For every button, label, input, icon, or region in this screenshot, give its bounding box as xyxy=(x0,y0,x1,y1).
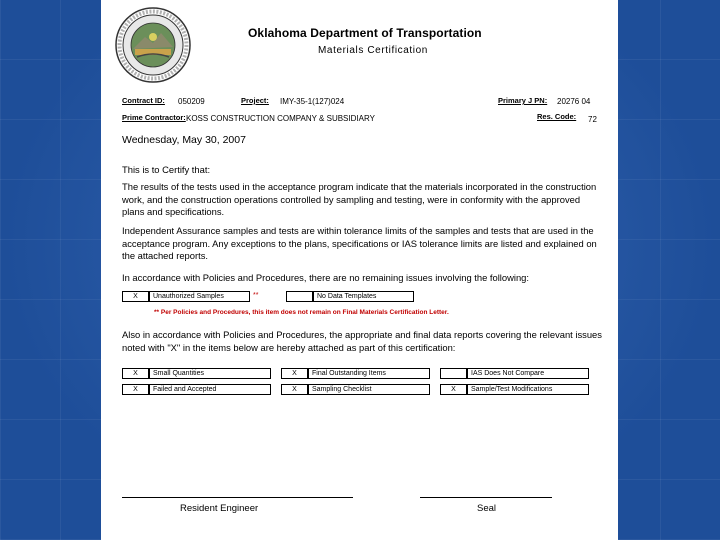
seal-signature-line xyxy=(420,497,552,498)
certification-date: Wednesday, May 30, 2007 xyxy=(122,134,246,146)
report-label: Sampling Checklist xyxy=(308,384,430,395)
checkbox-mark: X xyxy=(122,368,149,379)
engineer-signature-line xyxy=(122,497,353,498)
prime-contractor-label: Prime Contractor: xyxy=(122,113,186,122)
issue-label: Unauthorized Samples xyxy=(149,291,250,302)
checkbox-mark: X xyxy=(122,384,149,395)
contract-id-value: 050209 xyxy=(178,97,205,106)
checkbox-mark: X xyxy=(281,368,308,379)
checkbox-mark xyxy=(286,291,313,302)
resident-engineer-label: Resident Engineer xyxy=(180,503,259,514)
checkbox-mark: X xyxy=(281,384,308,395)
odot-seal-logo xyxy=(115,7,191,83)
primary-jpn-value: 20276 04 xyxy=(557,97,591,106)
reports-table-row-1 xyxy=(122,368,589,379)
paragraph-independent-assurance: Independent Assurance samples and tests are within tolerance limits of the samples and tests that are used in the acceptance program. Any exceptions to the plans, specifications or IAS tolerance limits are listed and explained on the attached reports. xyxy=(122,225,597,261)
document-subtitle: Materials Certification xyxy=(318,45,428,56)
certify-heading: This is to Certify that: xyxy=(122,164,211,175)
paragraph-attached-reports: Also in accordance with Policies and Procedures, the appropriate and final data reports covering the relevant issues noted with "X" in the items below are hereby attached as part of this certification: xyxy=(122,329,602,353)
report-label: Small Quantities xyxy=(149,368,271,379)
report-label: Failed and Accepted xyxy=(149,384,271,395)
seal-label: Seal xyxy=(477,503,497,514)
issues-table xyxy=(122,291,414,302)
reports-table-row-2 xyxy=(122,384,589,395)
project-label: Project: xyxy=(241,96,269,105)
issue-footnote-marker: ** xyxy=(253,292,259,299)
res-code-value: 72 xyxy=(588,115,597,124)
checkbox-mark: X xyxy=(122,291,149,302)
report-label: Sample/Test Modifications xyxy=(467,384,589,395)
paragraph-acceptance: The results of the tests used in the acceptance program indicate that the materials incorporated in the construction work, and the construction operations controlled by sampling and testing, were in conformity with the approved plans and specifications. xyxy=(122,181,597,217)
checkbox-mark: X xyxy=(440,384,467,395)
project-value: IMY-35-1(127)024 xyxy=(280,97,345,106)
primary-jpn-label: Primary J PN: xyxy=(498,96,548,105)
issue-label: No Data Templates xyxy=(313,291,414,302)
report-label: IAS Does Not Compare xyxy=(467,368,589,379)
checkbox-mark xyxy=(440,368,467,379)
report-label: Final Outstanding Items xyxy=(308,368,430,379)
policy-footnote: ** Per Policies and Procedures, this item does not remain on Final Materials Certification Letter. xyxy=(154,309,449,316)
agency-title: Oklahoma Department of Transportation xyxy=(248,26,482,40)
prime-contractor-value: KOSS CONSTRUCTION COMPANY & SUBSIDIARY xyxy=(186,114,375,123)
paragraph-no-remaining-issues: In accordance with Policies and Procedures, there are no remaining issues involving the following: xyxy=(122,272,529,283)
res-code-label: Res. Code: xyxy=(537,112,577,121)
contract-id-label: Contract ID: xyxy=(122,96,165,105)
